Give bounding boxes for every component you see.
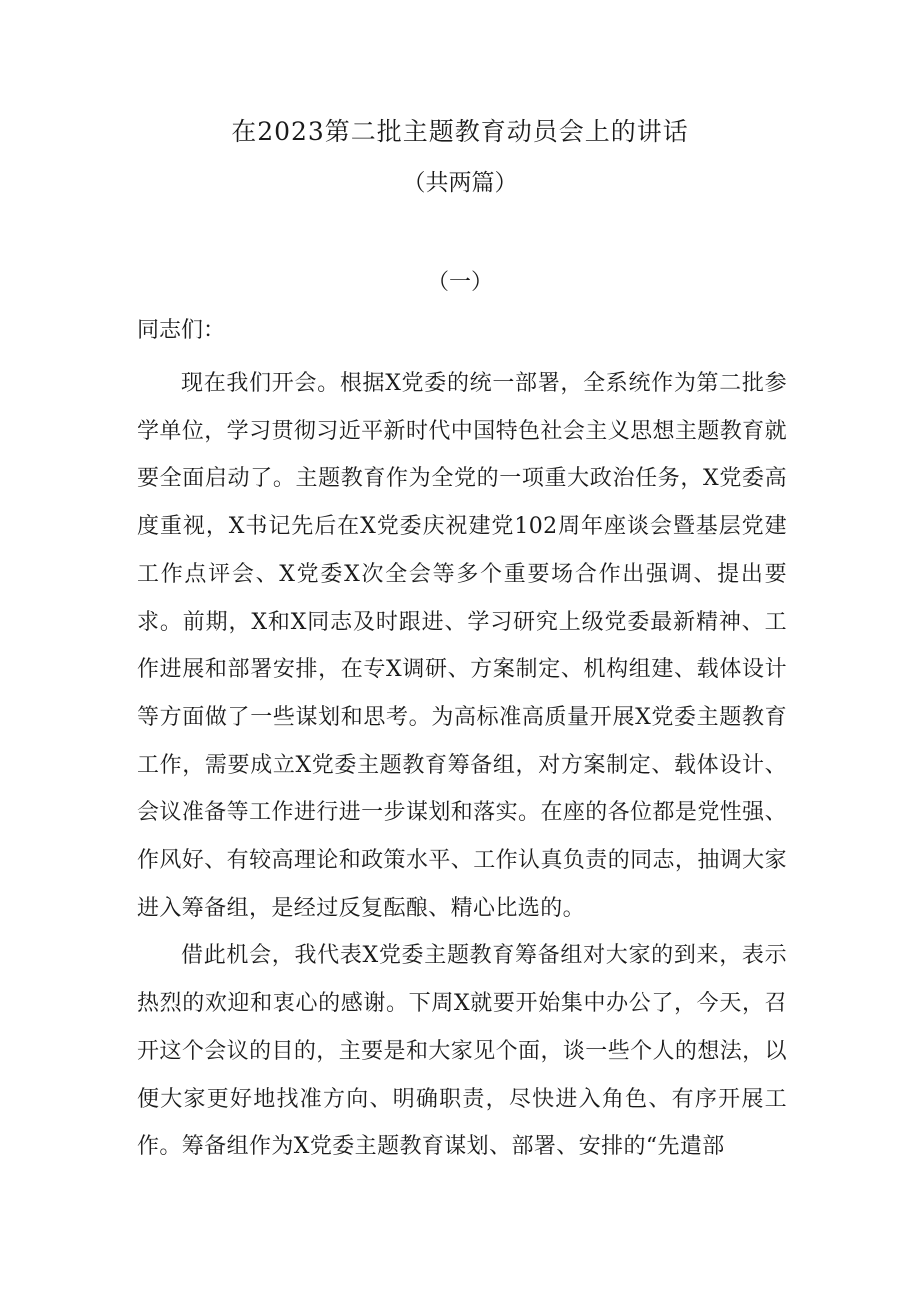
paragraph-2: 借此机会，我代表X党委主题教育筹备组对大家的到来，表示热烈的欢迎和衷心的感谢。下周X就要开始集中办公了，今天，召开这个会议的目的，主要是和大家见个面，谈一些个人的想法，以便大家更好地找准方向、明确职责，尽快进入角色、有序开展工作。筹备组作为X党委主题教育谋划、部署、安排的“先遣部 [137,943,787,1160]
document-title: 在2023第二批主题教育动员会上的讲话 [231,117,689,146]
paragraph-1: 现在我们开会。根据X党委的统一部署，全系统作为第二批参学单位，学习贯彻习近平新时代中国特色社会主义思想主题教育就要全面启动了。主题教育作为全党的一项重大政治任务，X党委高度重视，X书记先后在X党委庆祝建党102周年座谈会暨基层党建工作点评会、X党委X次全会等多个重要场合作出强调、提出要求。前期，X和X同志及时跟进、学习研究上级党委最新精神、工作进展和部署安排，在专X调研、方案制定、机构组建、载体设计等方面做了一些谋划和思考。为高标准高质量开展X党委主题教育工作，需要成立X党委主题教育筹备组，对方案制定、载体设计、会议准备等工作进行进一步谋划和落实。在座的各位都是党性强、作风好、有较高理论和政策水平、工作认真负责的同志，抽调大家进入筹备组，是经过反复酝酿、精心比选的。 [137,371,787,921]
salutation: 同志们： [137,318,226,343]
speech-body [137,360,787,1171]
section-number: （一） [426,270,493,295]
document-subtitle: （共两篇） [402,170,518,196]
